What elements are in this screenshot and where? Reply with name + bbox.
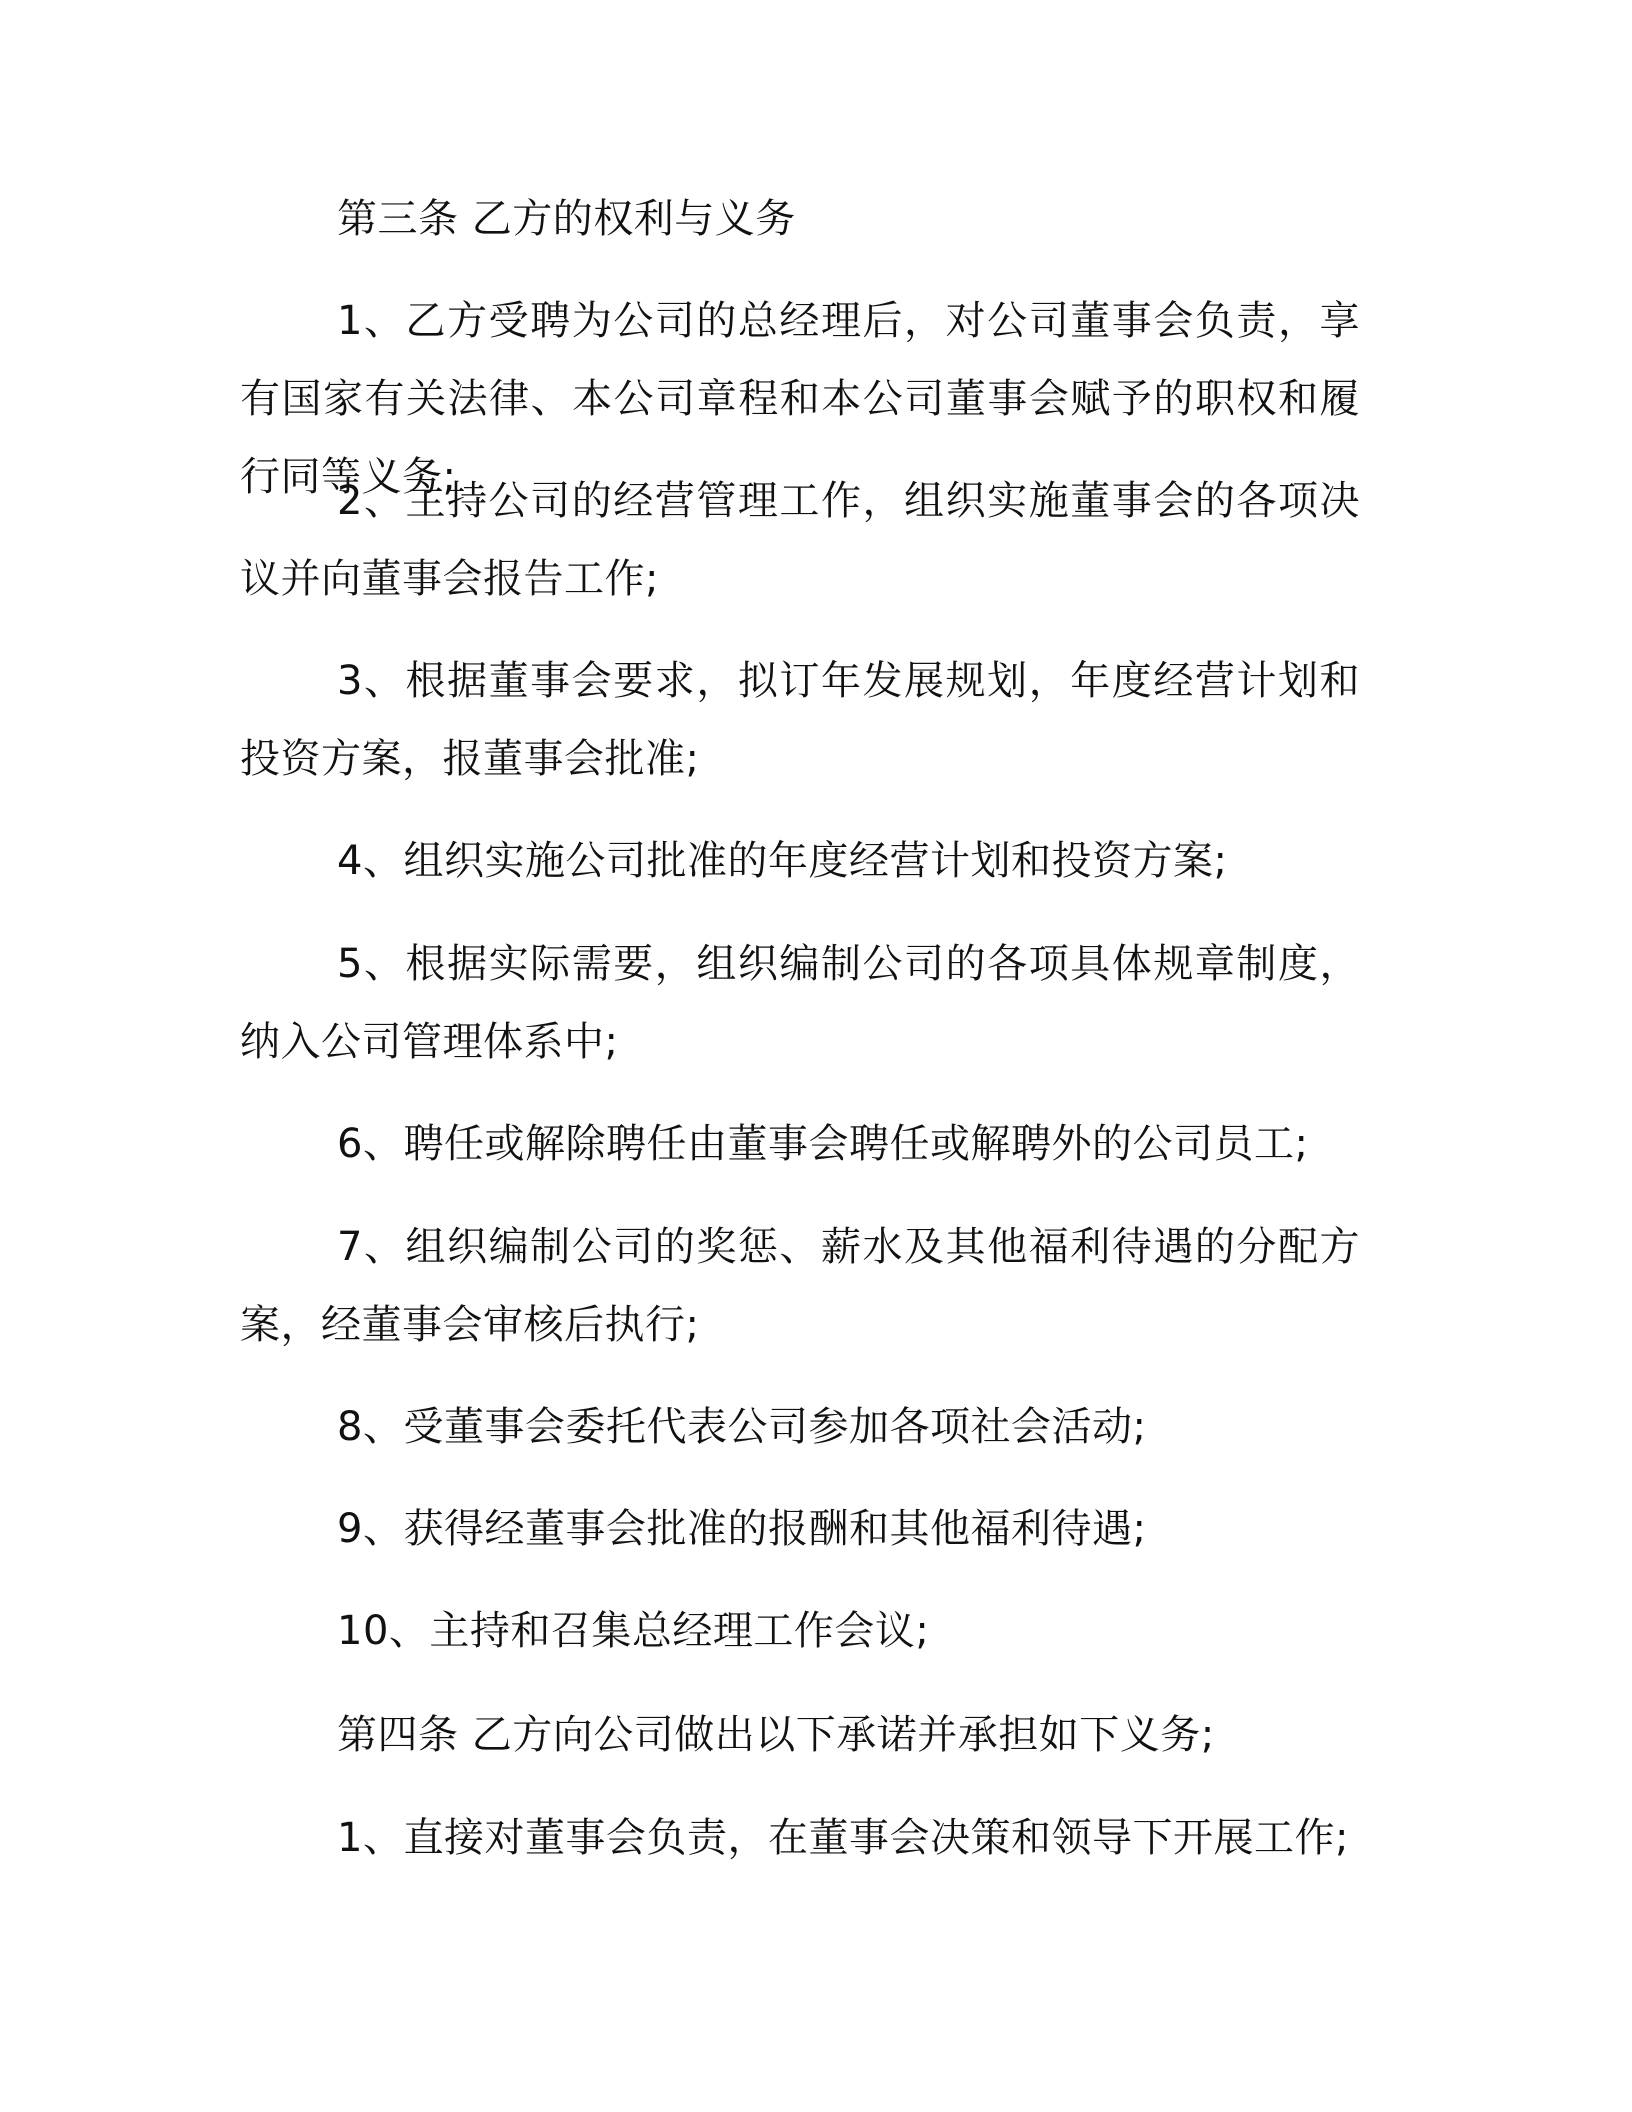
paragraph-item: 4、组织实施公司批准的年度经营计划和投资方案; bbox=[337, 838, 1228, 884]
paragraph-item: 2、主持公司的经营管理工作，组织实施董事会的各项决议并向董事会报告工作; bbox=[240, 478, 1360, 602]
paragraph-item: 1、直接对董事会负责，在董事会决策和领导下开展工作; bbox=[337, 1815, 1349, 1861]
paragraph-item: 5、根据实际需要，组织编制公司的各项具体规章制度，纳入公司管理体系中; bbox=[240, 941, 1360, 1065]
paragraph-item: 9、获得经董事会批准的报酬和其他福利待遇; bbox=[337, 1506, 1147, 1552]
paragraph-item: 3、根据董事会要求，拟订年发展规划，年度经营计划和投资方案，报董事会批准; bbox=[240, 658, 1360, 782]
paragraph-item: 8、受董事会委托代表公司参加各项社会活动; bbox=[337, 1404, 1147, 1450]
section-heading-article-3: 第三条 乙方的权利与义务 bbox=[337, 196, 796, 242]
paragraph-item: 7、组织编制公司的奖惩、薪水及其他福利待遇的分配方案，经董事会审核后执行; bbox=[240, 1224, 1360, 1348]
paragraph-item: 1、乙方受聘为公司的总经理后，对公司董事会负责，享有国家有关法律、本公司章程和本公司董事会赋予的职权和履行同等义务; bbox=[240, 298, 1360, 500]
section-heading-article-4: 第四条 乙方向公司做出以下承诺并承担如下义务; bbox=[337, 1712, 1215, 1758]
paragraph-item: 6、聘任或解除聘任由董事会聘任或解聘外的公司员工; bbox=[337, 1121, 1309, 1167]
paragraph-item: 10、主持和召集总经理工作会议; bbox=[337, 1608, 930, 1654]
